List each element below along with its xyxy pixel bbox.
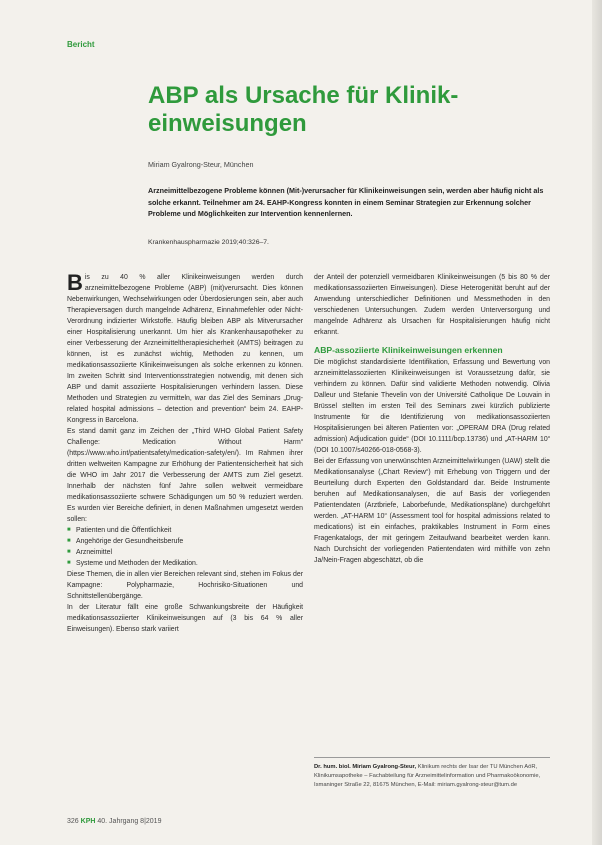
list-item: ■ Arzneimittel: [67, 547, 303, 558]
dropcap: B: [67, 270, 83, 295]
page-number: 326: [67, 818, 79, 825]
paragraph-1: [67, 272, 303, 426]
paragraph-4: In der Literatur fällt eine große Schwankungsbreite der Häufigkeit medikationsassoziierter Klinikeinweisungen auf (3 bis 64 % aller Einweisungen). Ebenso stark variiert: [67, 604, 303, 633]
list-item: ■ Patienten und die Öffentlichkeit: [67, 525, 303, 536]
left-column: [67, 272, 303, 635]
paragraph-3: Diese Themen, die in allen vier Bereichen relevant sind, stehen im Fokus der Kampagne: Polypharmazie, Hochrisiko-Situationen und Schnittstellenübergänge.: [67, 571, 303, 600]
paragraph-5: der Anteil der potenziell vermeidbaren Klinikeinweisungen (5 bis 80 % der medikationsassoziierten Einweisungen). Diese Heterogenität beruht auf der Anwendung unterschiedlicher Definitionen und Messmethoden in den verschiedenen Untersuchungen. Zudem werden Unterversorgung und mangelnde Adhärenz als Ursachen für Hospitalisierungen häufig nicht erkannt.: [314, 274, 550, 336]
author-info-box: [314, 757, 550, 790]
paragraph-1-text: is zu 40 % aller Klinikeinweisungen werden durch arzneimittelbezogene Probleme (ABP) (mit)verursacht. Dies können Nebenwirkungen, Wechselwirkungen oder Überdosierungen sein, aber auch Therapieversagen durch mangelnde Adhärenz, Einnahmefehler oder Nicht-Verordnung indizierter Wirkstoffe. Häufig bleiben ABP als Mitverursacher einer Hospitalisierung unerkannt. Um hier als Krankenhausapotheker zu einer Verbesserung der Arzneimitteltherapiesicherheit (AMTS) beitragen zu können, ist es zunächst wichtig, Methoden zu kennen, um medikationsassoziierte Klinikeinweisungen als solche erkennen zu können. Im zweiten Schritt sind Interventionsstrategien notwendig, mit denen sich ABP und damit assoziierte Hospitalisierungen verhindern lassen. Diese Methoden und Strategien zu vermitteln, war das Ziel des Seminars „Drug-related hospital admissions – detection and prevention“ beim 24. EAHP-Kongress in Barcelona.: [67, 274, 303, 424]
list-item: ■ Angehörige der Gesundheitsberufe: [67, 536, 303, 547]
right-column: [314, 272, 550, 566]
author-line: Miriam Gyalrong-Steur, München: [148, 160, 254, 169]
journal-brand: KPH: [80, 818, 96, 825]
article-title: ABP als Ursache für Klinik-einweisungen: [148, 82, 459, 137]
section-label: Bericht: [67, 40, 95, 49]
paragraph-2: Es stand damit ganz im Zeichen der „Third WHO Global Patient Safety Challenge: Medication Without Harm“ (https://www.who.int/patientsafety/medication-safety/en/). Im Rahmen ihrer dritten weltweiten Kampagne zur Erhöhung der Patientensicherheit hat sich die WHO im Jahr 2017 die Verbesserung der AMTS zum Ziel gesetzt. Innerhalb der nächsten fünf Jahre sollen weltweit vermeidbare medikationsassoziierte schwere Schädigungen um 50 % reduziert werden. Es wurden vier Bereiche definiert, in denen Maßnahmen umgesetzt werden sollen:: [67, 428, 303, 523]
list-item: ■ Systeme und Methoden der Medikation.: [67, 558, 303, 569]
lead-paragraph: Arzneimittelbezogene Probleme können (Mit-)verursacher für Klinikeinweisungen sein, werden aber häufig nicht als solche erkannt. Teilnehmer am 24. EAHP-Kongress konnten in einem Seminar Strategien zur Erkennung solcher Probleme und Möglichkeiten zur Intervention kennenlernen.: [148, 186, 544, 218]
paragraph-6: Die möglichst standardisierte Identifikation, Erfassung und Bewertung von arzneimittelassoziierten Klinikeinweisungen ist Voraussetzung dafür, sie verhindern zu können. Dafür sind validierte Methoden notwendig. Olivia Dalleur und Stefanie Thevelin von der Université Catholique De Louvain in Brüssel stellten im ersten Teil des Seminars zwei kürzlich publizierte Instrumente für die Identifizierung von medikationsassoziierten Hospitalisierungen bei älteren Patienten vor: „OPERAM DRA (Drug related admission) Adjudication guide“ (DOI 10.1111/bcp.13736) und „AT-HARM 10“ (DOI 10.1007/s40266-018-0568-3).: [314, 359, 550, 454]
issue-info: 40. Jahrgang 8|2019: [97, 818, 162, 825]
bullet-list: [67, 525, 303, 569]
author-name: Dr. hum. biol. Miriam Gyalrong-Steur,: [314, 764, 417, 770]
paragraph-7: Bei der Erfassung von unerwünschten Arzneimittelwirkungen (UAW) stellt die Medikationsanalyse („Chart Review“) mit Erhebung von Triggern und der Beurteilung durch Experten den Goldstandard dar. Beide Instrumente beruhen auf Medikationsanalysen, die auf Basis der vorliegenden Patientendaten (Arztbriefe, Laborbefunde, Medikationspläne) durchgeführt werden. „AT-HARM 10“ (Assessment tool for hospital admissions related to medications) ist ein einfaches, praktikables Instrument in Form eines Fragenkatalogs, der mit geringem Zeitaufwand bearbeitet werden kann. Nach Durchsicht der vorliegenden Patientendaten wird mithilfe von zehn Ja/Nein-Fragen abgeschätzt, ob die: [314, 458, 550, 564]
author-affiliation: Klinikum rechts der Isar der TU München AöR, Klinikumsapotheke – Fachabteilung für Arzneimittelinformation und Pharmakoökonomie, Ismaninger Straße 22, 81675 München, E-Mail: miriam.gyalrong-steur@tum.de: [314, 764, 541, 788]
page-footer: [67, 818, 161, 825]
citation: Krankenhauspharmazie 2019;40:326–7.: [148, 239, 269, 246]
page-edge: [592, 0, 602, 845]
subheading: ABP-assoziierte Klinikeinweisungen erkennen: [314, 345, 503, 355]
